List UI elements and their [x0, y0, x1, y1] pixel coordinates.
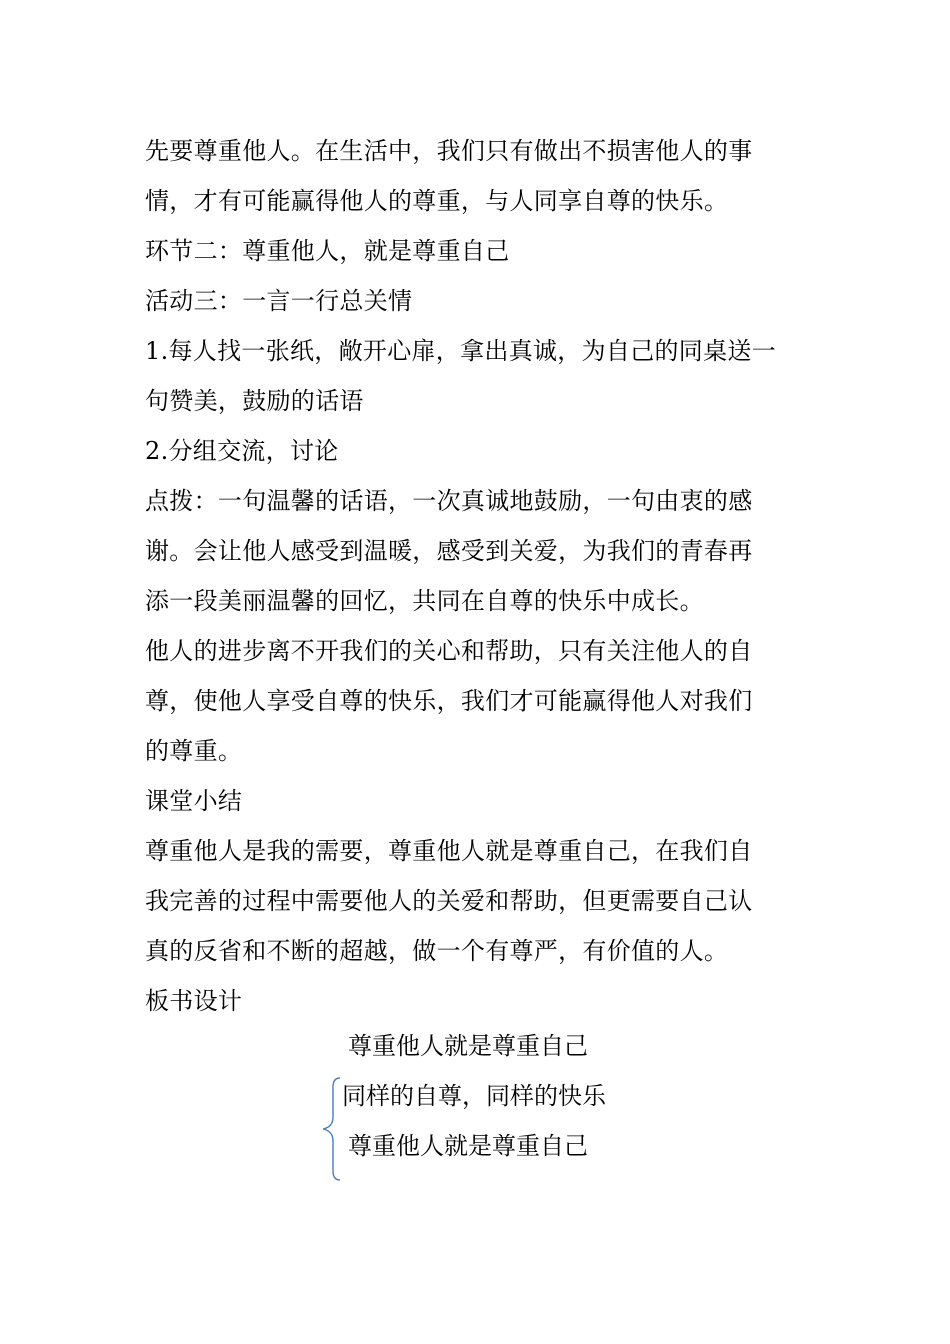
section-heading: 环节二：尊重他人，就是尊重自己	[145, 237, 510, 265]
text-line: 的尊重。	[145, 737, 243, 765]
board-design-heading: 板书设计	[145, 987, 243, 1015]
activity-heading: 活动三：一言一行总关情	[145, 287, 413, 315]
text-line: 点拨：一句温馨的话语，一次真诚地鼓励，一句由衷的感	[145, 487, 753, 515]
summary-heading: 课堂小结	[145, 787, 243, 815]
text-line: 真的反省和不断的超越，做一个有尊严，有价值的人。	[145, 937, 729, 965]
text-line: 先要尊重他人。在生活中，我们只有做出不损害他人的事	[145, 137, 753, 165]
text-line: 1.每人找一张纸，敞开心扉，拿出真诚，为自己的同桌送一	[145, 337, 776, 365]
board-title: 尊重他人就是尊重自己	[348, 1032, 588, 1060]
text-line: 情，才有可能赢得他人的尊重，与人同享自尊的快乐。	[145, 187, 729, 215]
text-line: 2.分组交流，讨论	[145, 437, 339, 465]
text-line: 我完善的过程中需要他人的关爱和帮助，但更需要自己认	[145, 887, 753, 915]
text-line: 句赞美，鼓励的话语	[145, 387, 364, 415]
text-line: 尊重他人是我的需要，尊重他人就是尊重自己，在我们自	[145, 837, 753, 865]
text-line: 尊，使他人享受自尊的快乐，我们才可能赢得他人对我们	[145, 687, 753, 715]
text-line: 添一段美丽温馨的回忆，共同在自尊的快乐中成长。	[145, 587, 704, 615]
board-item: 尊重他人就是尊重自己	[348, 1132, 588, 1160]
blackboard-design	[320, 1025, 650, 1175]
text-line: 他人的进步离不开我们的关心和帮助，只有关注他人的自	[145, 637, 753, 665]
text-line: 谢。会让他人感受到温暖，感受到关爱，为我们的青春再	[145, 537, 753, 565]
board-item: 同样的自尊，同样的快乐	[342, 1082, 606, 1110]
body-text	[145, 126, 815, 1026]
brace-icon	[320, 1077, 344, 1181]
